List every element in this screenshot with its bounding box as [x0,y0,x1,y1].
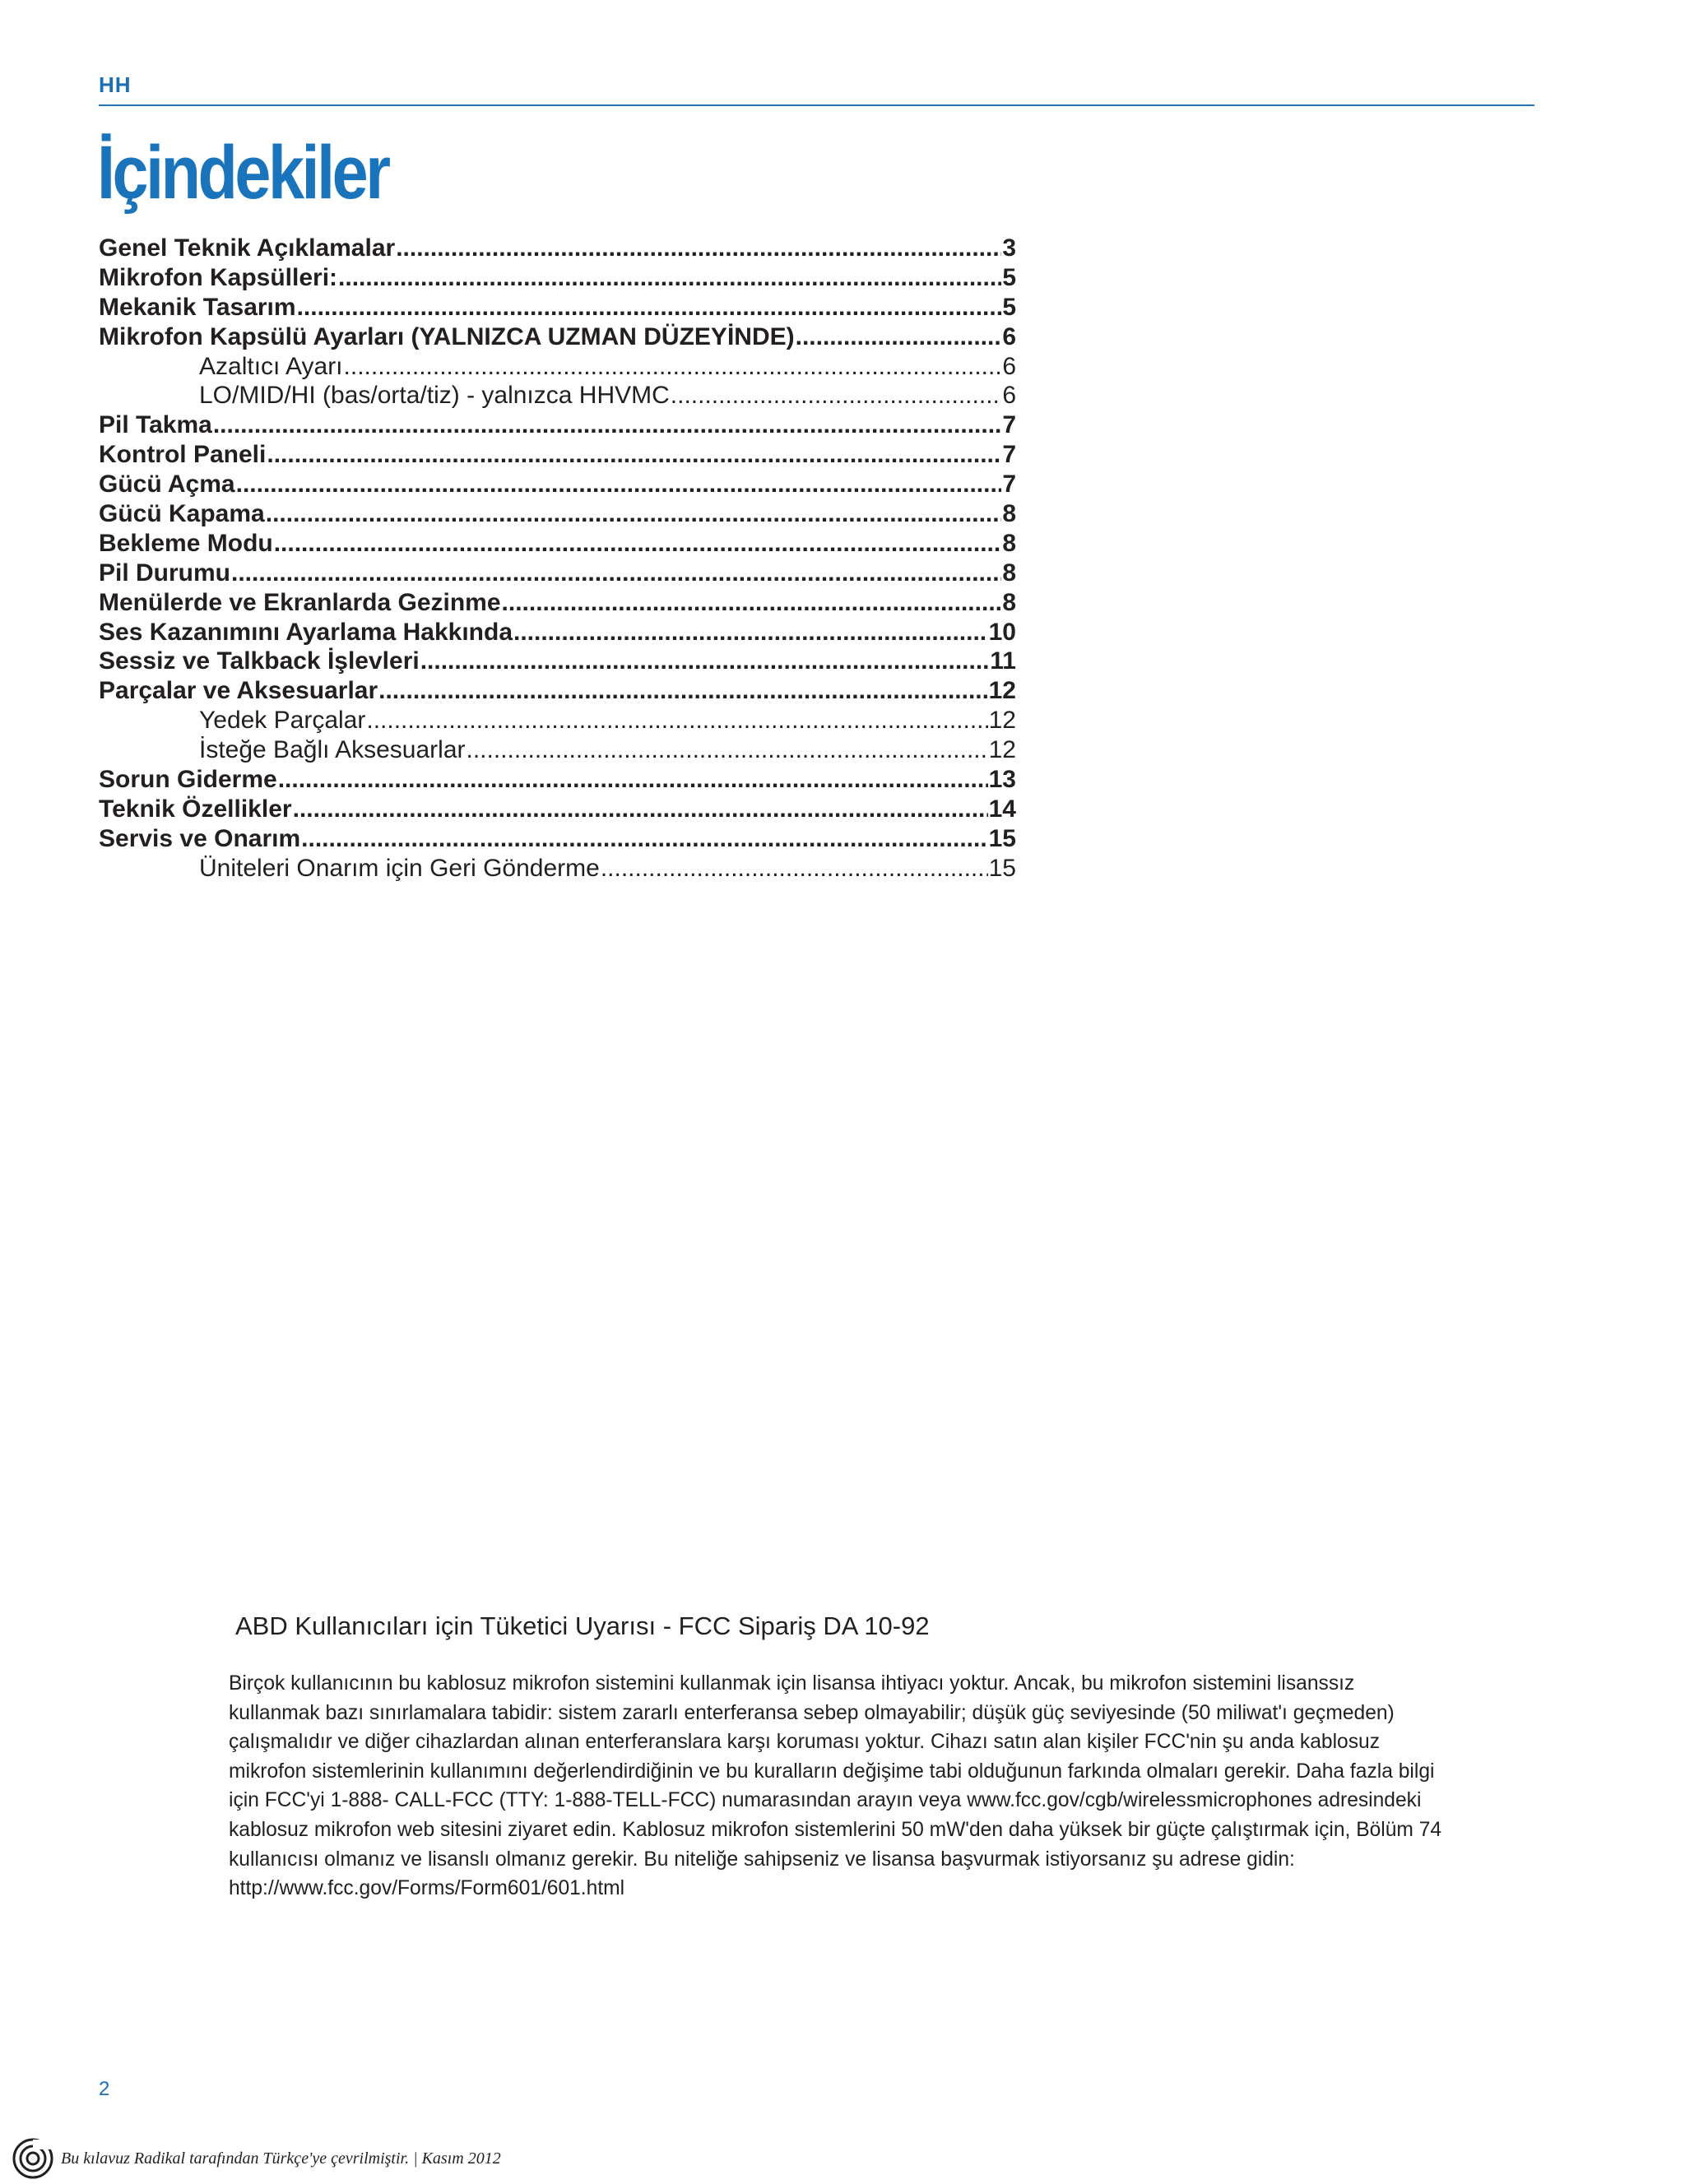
toc-dot-leader [231,559,1001,588]
toc-entry[interactable] [99,676,1016,706]
toc-dot-leader [236,470,1002,499]
table-of-contents [99,234,1016,883]
toc-entry-page: 11 [990,647,1016,675]
toc-dot-leader [601,854,988,883]
toc-entry[interactable] [99,529,1016,559]
toc-entry[interactable] [99,381,1016,410]
toc-entry-page: 10 [988,618,1016,646]
toc-entry-page: 8 [1002,559,1016,587]
toc-entry[interactable] [99,234,1016,263]
toc-entry-page: 14 [988,795,1016,823]
header-tag: HH [99,72,132,97]
toc-entry-page: 13 [988,766,1016,794]
toc-entry-label: Bekleme Modu [99,529,273,557]
toc-dot-leader [796,322,1002,352]
toc-dot-leader [293,795,988,824]
toc-entry-page: 15 [988,854,1016,882]
toc-dot-leader [396,234,1001,263]
radikal-logo-icon [12,2137,54,2180]
toc-entry[interactable] [99,765,1016,795]
toc-entry-label: Sessiz ve Talkback İşlevleri [99,647,420,675]
toc-dot-leader [420,647,990,676]
page-title: İçindekiler [97,131,388,215]
toc-entry-page: 15 [988,824,1016,852]
fcc-notice-title: ABD Kullanıcıları için Tüketici Uyarısı - FCC Sipariş DA 10-92 [235,1611,930,1640]
toc-entry-label: Üniteleri Onarım için Geri Gönderme [199,854,600,882]
toc-dot-leader [297,293,1002,322]
toc-entry[interactable] [99,559,1016,588]
toc-dot-leader [266,499,1002,529]
toc-entry[interactable] [99,647,1016,676]
toc-dot-leader [513,618,988,647]
toc-entry[interactable] [99,499,1016,529]
header-divider [99,104,1534,106]
toc-dot-leader [502,588,1002,618]
toc-entry-label: Genel Teknik Açıklamalar [99,234,396,262]
toc-entry-label: Yedek Parçalar [199,707,366,735]
toc-entry-page: 8 [1002,588,1016,616]
toc-entry-label: Mikrofon Kapsülü Ayarları (YALNIZCA UZMAN DÜZEYİNDE) [99,322,795,350]
toc-dot-leader [344,352,1002,382]
toc-dot-leader [301,824,987,854]
toc-entry[interactable] [99,854,1016,883]
footer-credit: Bu kılavuz Radikal tarafından Türkçe'ye çevrilmiştir. | Kasım 2012 [61,2149,501,2168]
toc-dot-leader [671,381,1002,410]
toc-dot-leader [378,676,987,706]
toc-entry-page: 6 [1002,382,1016,410]
toc-dot-leader [338,263,1001,293]
toc-entry-label: İsteğe Bağlı Aksesuarlar [199,736,466,764]
toc-entry[interactable] [99,410,1016,440]
toc-entry-page: 8 [1002,529,1016,557]
toc-entry-page: 12 [988,677,1016,705]
toc-entry-page: 6 [1002,352,1016,380]
toc-entry-label: LO/MID/HI (bas/orta/tiz) - yalnızca HHVMC [199,382,670,410]
toc-entry-label: Gücü Açma [99,471,235,498]
toc-entry-label: Kontrol Paneli [99,441,267,469]
fcc-notice-body: Birçok kullanıcının bu kablosuz mikrofon sistemini kullanmak için lisansa ihtiyacı yoktur. Ancak, bu mikrofon sistemini lisanssız kullanmak bazı sınırlamalara tabidir: sistem zararlı enterferansa sebep olmayabilir; düşük güç seviyesinde (50 miliwat'ı geçmeden) çalışmalıdır ve diğer cihazlardan alınan enterferanslara karşı koruması yoktur. Cihazı satın alan kişiler FCC'nin şu anda kablosuz mikrofon sistemlerinin kullanımını değerlendirdiğinin ve bu kuralların değişime tabi olduğunun farkında olmaları gerekir. Daha fazla bilgi için FCC'yi 1-888- CALL-FCC (TTY: 1-888-TELL-FCC) numarasından arayın veya www.fcc.gov/cgb/wirelessmicrophones adresindeki kablosuz mikrofon web sitesini ziyaret edin. Kablosuz mikrofon sistemlerini 50 mW'den daha yüksek bir güçte çalıştırmak için, Bölüm 74 kullanıcısı olmanız ve lisanslı olmanız gerekir. Bu niteliğe sahipseniz ve lisansa başvurmak istiyorsanız şu adrese gidin: http://www.fcc.gov/Forms/Form601/601.html [229,1672,1442,1900]
toc-entry-page: 8 [1002,500,1016,528]
toc-entry-page: 6 [1002,322,1016,350]
toc-entry[interactable] [99,618,1016,647]
toc-dot-leader [274,529,1002,559]
toc-entry[interactable] [99,263,1016,293]
toc-entry[interactable] [99,322,1016,352]
toc-dot-leader [267,440,1001,470]
toc-entry[interactable] [99,470,1016,499]
toc-entry-page: 5 [1002,263,1016,291]
toc-entry[interactable] [99,824,1016,854]
toc-entry-page: 5 [1002,293,1016,321]
toc-entry-page: 3 [1002,234,1016,262]
toc-entry-label: Mekanik Tasarım [99,293,296,321]
toc-entry[interactable] [99,735,1016,765]
toc-entry-page: 12 [988,736,1016,764]
toc-entry-page: 7 [1002,411,1016,439]
toc-entry[interactable] [99,293,1016,322]
toc-entry-label: Parçalar ve Aksesuarlar [99,677,378,705]
toc-entry-label: Ses Kazanımını Ayarlama Hakkında [99,618,513,646]
toc-entry[interactable] [99,795,1016,824]
toc-entry-page: 7 [1002,441,1016,469]
toc-entry-label: Azaltıcı Ayarı [199,352,343,380]
page-number: 2 [99,2078,110,2100]
toc-entry-label: Gücü Kapama [99,500,265,528]
toc-dot-leader [278,765,988,795]
toc-entry-label: Teknik Özellikler [99,795,292,823]
fcc-notice [229,1608,1446,1903]
footer [12,2137,501,2180]
toc-entry-label: Pil Takma [99,411,212,439]
toc-entry[interactable] [99,706,1016,735]
toc-entry-label: Menülerde ve Ekranlarda Gezinme [99,588,501,616]
toc-dot-leader [467,735,988,765]
toc-entry[interactable] [99,588,1016,618]
toc-entry[interactable] [99,440,1016,470]
toc-dot-leader [366,706,987,735]
toc-entry-page: 7 [1002,471,1016,498]
toc-entry-label: Sorun Giderme [99,766,277,794]
toc-entry-label: Mikrofon Kapsülleri: [99,263,338,291]
toc-entry-label: Pil Durumu [99,559,231,587]
toc-entry[interactable] [99,352,1016,382]
toc-entry-page: 12 [988,707,1016,735]
toc-dot-leader [213,410,1001,440]
toc-entry-label: Servis ve Onarım [99,824,301,852]
